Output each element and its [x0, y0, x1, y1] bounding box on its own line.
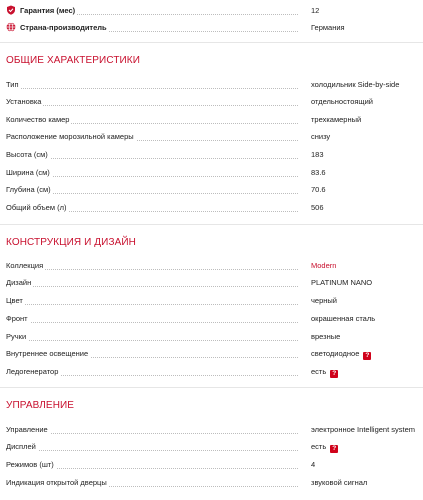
spec-row: [6, 294, 416, 308]
help-icon[interactable]: ?: [330, 370, 338, 378]
spec-label: Высота (см): [6, 150, 48, 159]
spec-row: [6, 312, 416, 326]
spec-label: Индикация открытой дверцы: [6, 478, 107, 487]
spec-row: [6, 423, 416, 437]
spec-label: Расположение морозильной камеры: [6, 132, 134, 141]
spec-value: 183: [311, 150, 324, 159]
spec-value: PLATINUM NANO: [311, 278, 373, 287]
section-divider: [0, 387, 423, 388]
section-title-control: УПРАВЛЕНИЕ: [6, 400, 75, 411]
spec-label: Гарантия (мес): [20, 6, 76, 15]
spec-label: Ручки: [6, 332, 27, 341]
help-icon[interactable]: ?: [330, 445, 338, 453]
spec-label: Цвет: [6, 296, 23, 305]
spec-row: [6, 148, 416, 162]
spec-label: Дисплей: [6, 442, 36, 451]
spec-value: холодильник Side-by-side: [311, 80, 400, 89]
spec-label: Количество камер: [6, 115, 70, 124]
spec-row: [6, 130, 416, 144]
spec-label: Установка: [6, 97, 42, 106]
spec-value: есть: [311, 442, 327, 451]
spec-row: [6, 259, 416, 273]
spec-value: светодиодное: [311, 349, 360, 358]
spec-value: окрашенная сталь: [311, 314, 376, 323]
spec-row: [6, 166, 416, 180]
spec-value: Германия: [311, 23, 345, 32]
spec-value: трехкамерный: [311, 115, 362, 124]
spec-row: [6, 201, 416, 215]
spec-value: отдельностоящий: [311, 97, 373, 106]
spec-value: врезные: [311, 332, 341, 341]
spec-label: Ширина (см): [6, 168, 50, 177]
spec-row: [6, 113, 416, 127]
spec-label: Внутреннее освещение: [6, 349, 89, 358]
spec-row: [6, 476, 416, 490]
spec-row-country: [6, 21, 416, 35]
section-title-general: ОБЩИЕ ХАРАКТЕРИСТИКИ: [6, 55, 141, 66]
section-divider: [0, 42, 423, 43]
globe-icon: [6, 22, 16, 32]
section-title-design: КОНСТРУКЦИЯ И ДИЗАЙН: [6, 237, 136, 248]
spec-label: Управление: [6, 425, 48, 434]
spec-value: есть: [311, 367, 327, 376]
spec-row: [6, 276, 416, 290]
spec-row: [6, 95, 416, 109]
spec-row: [6, 330, 416, 344]
section-divider: [0, 224, 423, 225]
spec-label: Тип: [6, 80, 19, 89]
spec-label: Коллекция: [6, 261, 44, 270]
spec-label: Ледогенератор: [6, 367, 59, 376]
spec-label: Дизайн: [6, 278, 32, 287]
spec-value: 12: [311, 6, 320, 15]
spec-value: электронное Intelligent system: [311, 425, 416, 434]
spec-value: 70.6: [311, 185, 326, 194]
spec-row: [6, 440, 416, 454]
spec-value: черный: [311, 296, 337, 305]
spec-label: Режимов (шт): [6, 460, 54, 469]
shield-check-icon: [6, 5, 16, 15]
spec-row: [6, 78, 416, 92]
spec-label: Общий объем (л): [6, 203, 67, 212]
spec-label: Фронт: [6, 314, 28, 323]
help-icon[interactable]: ?: [363, 352, 371, 360]
spec-row: [6, 365, 416, 379]
spec-row: [6, 458, 416, 472]
spec-value: 83.6: [311, 168, 326, 177]
collection-link[interactable]: Modern: [311, 261, 337, 270]
spec-value: 4: [311, 460, 316, 469]
spec-label: Глубина (см): [6, 185, 51, 194]
spec-row: [6, 183, 416, 197]
spec-row-warranty: [6, 4, 416, 18]
spec-value: снизу: [311, 132, 331, 141]
spec-label: Страна-производитель: [20, 23, 107, 32]
spec-value: звуковой сигнал: [311, 478, 368, 487]
spec-row: [6, 347, 416, 361]
spec-value: 506: [311, 203, 324, 212]
